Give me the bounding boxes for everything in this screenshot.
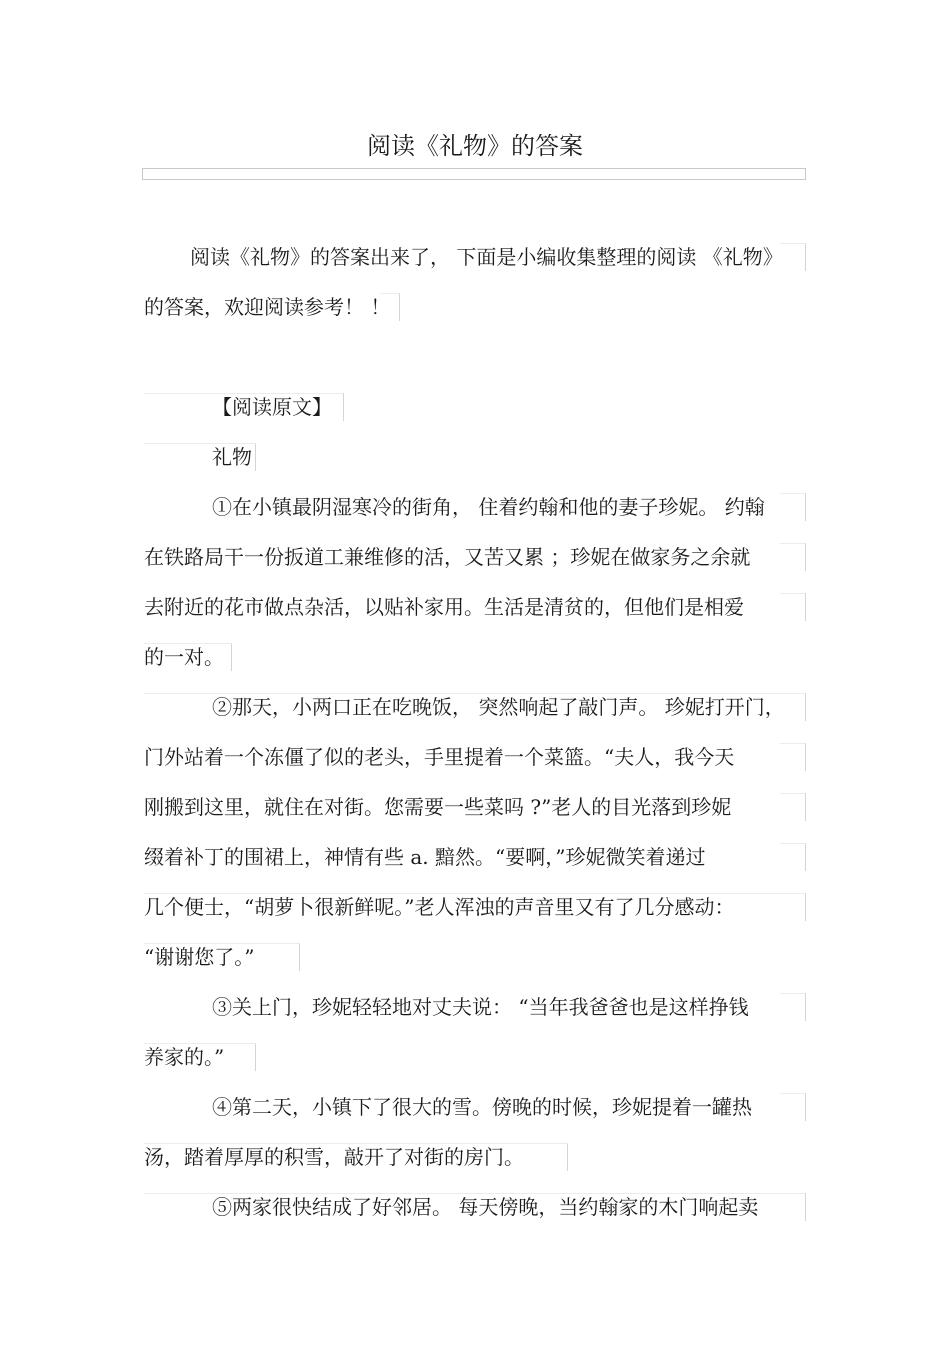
story-line: 养家的。”	[144, 1045, 225, 1069]
guide-line	[780, 593, 806, 621]
guide-line	[144, 893, 806, 921]
guide-line	[780, 493, 806, 521]
guide-line	[780, 743, 806, 771]
story-line: ①在小镇最阴湿寒冷的街角， 住着约翰和他的妻子珍妮。 约翰	[212, 495, 765, 519]
guide-line	[144, 643, 232, 671]
story-line: 几个便士，“胡萝卜很新鲜呢。”老人浑浊的声音里又有了几分感动：	[144, 895, 735, 919]
guide-line	[780, 793, 806, 821]
story-line: ④第二天，小镇下了很大的雪。傍晚的时候，珍妮提着一罐热	[212, 1095, 752, 1119]
story-line: 缀着补丁的围裙上，神情有些 a. 黯然。“要啊，”珍妮微笑着递过	[144, 845, 706, 869]
guide-line	[144, 443, 256, 471]
guide-line	[144, 1143, 568, 1171]
story-line: ⑤两家很快结成了好邻居。 每天傍晚，当约翰家的木门响起卖	[212, 1195, 759, 1219]
guide-line	[144, 943, 300, 971]
story-line: 门外站着一个冻僵了似的老头，手里提着一个菜篮。“夫人，我今天	[144, 745, 735, 769]
guide-line	[144, 1043, 256, 1071]
title-divider	[142, 168, 806, 180]
story-title: 礼物	[212, 445, 252, 469]
intro-line-2: 的答案，欢迎阅读参考！ ！	[144, 295, 391, 319]
story-line: ③关上门，珍妮轻轻地对丈夫说： “当年我爸爸也是这样挣钱	[212, 995, 749, 1019]
section-heading: 【阅读原文】	[212, 395, 332, 419]
story-line: ②那天，小两口正在吃晚饭， 突然响起了敲门声。 珍妮打开门，	[212, 695, 785, 719]
story-line: 在铁路局干一份扳道工兼维修的活，又苦又累 ；珍妮在做家务之余就	[144, 545, 751, 569]
document-title: 阅读《礼物》的答案	[367, 132, 583, 160]
guide-line	[144, 1193, 806, 1221]
guide-line	[380, 293, 400, 321]
story-line: 汤，踏着厚厚的积雪，敲开了对街的房门。	[144, 1145, 524, 1169]
guide-line	[144, 693, 806, 721]
guide-line	[780, 1093, 806, 1121]
guide-line	[780, 843, 806, 871]
guide-line	[780, 243, 806, 271]
story-line: “谢谢您了。”	[144, 945, 255, 969]
intro-line-1: 阅读《礼物》的答案出来了， 下面是小编收集整理的阅读 《礼物》	[190, 245, 783, 269]
guide-line	[780, 543, 806, 571]
story-line: 去附近的花市做点杂活，以贴补家用。生活是清贫的，但他们是相爱	[144, 595, 744, 619]
guide-line	[780, 993, 806, 1021]
story-line: 的一对。	[144, 645, 224, 669]
story-line: 刚搬到这里，就住在对街。您需要一些菜吗 ?”老人的目光落到珍妮	[144, 795, 732, 819]
guide-line	[144, 393, 344, 421]
